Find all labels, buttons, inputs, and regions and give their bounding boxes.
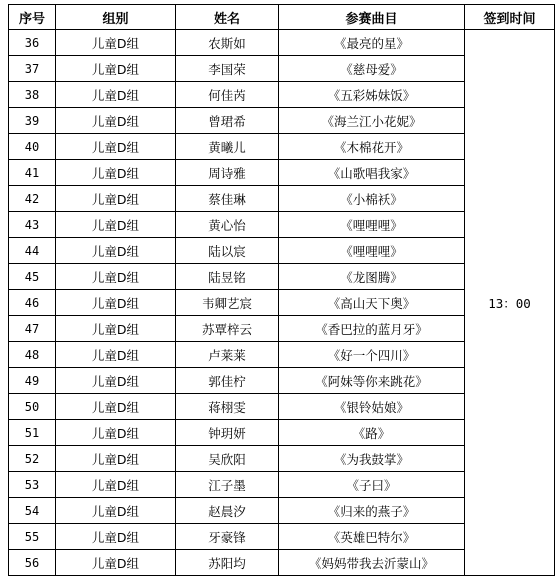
row-name: 赵晨汐 [176,498,279,524]
row-name: 钟玥妍 [176,420,279,446]
row-name: 蒋栩雯 [176,394,279,420]
row-group: 儿童D组 [56,394,176,420]
row-name: 农斯如 [176,30,279,56]
row-song: 《好一个四川》 [279,342,465,368]
row-group: 儿童D组 [56,550,176,576]
row-song: 《龙图腾》 [279,264,465,290]
row-number: 36 [9,30,56,56]
contestant-table [8,4,555,576]
row-song: 《慈母爱》 [279,56,465,82]
row-number: 49 [9,368,56,394]
row-song: 《阿妹等你来跳花》 [279,368,465,394]
row-song: 《小棉袄》 [279,186,465,212]
row-group: 儿童D组 [56,160,176,186]
header-checkin-time: 签到时间 [465,5,555,30]
row-group: 儿童D组 [56,290,176,316]
row-number: 38 [9,82,56,108]
header-name: 姓名 [176,5,279,30]
row-group: 儿童D组 [56,498,176,524]
row-name: 韦卿艺宸 [176,290,279,316]
table-row [9,30,555,56]
row-number: 52 [9,446,56,472]
row-group: 儿童D组 [56,30,176,56]
row-group: 儿童D组 [56,446,176,472]
row-number: 41 [9,160,56,186]
row-song: 《海兰江小花妮》 [279,108,465,134]
row-group: 儿童D组 [56,316,176,342]
row-song: 《山歌唱我家》 [279,160,465,186]
row-name: 郭佳柠 [176,368,279,394]
row-number: 46 [9,290,56,316]
row-name: 黄心怡 [176,212,279,238]
row-group: 儿童D组 [56,82,176,108]
row-name: 蔡佳琳 [176,186,279,212]
row-group: 儿童D组 [56,238,176,264]
row-number: 40 [9,134,56,160]
row-song: 《五彩姊妹饭》 [279,82,465,108]
row-group: 儿童D组 [56,368,176,394]
header-group: 组别 [56,5,176,30]
row-number: 37 [9,56,56,82]
row-name: 苏覃梓云 [176,316,279,342]
row-number: 43 [9,212,56,238]
row-song: 《最亮的星》 [279,30,465,56]
row-name: 周诗雅 [176,160,279,186]
row-number: 39 [9,108,56,134]
header-song: 参赛曲目 [279,5,465,30]
row-name: 吴欣阳 [176,446,279,472]
header-row [9,5,555,30]
row-number: 48 [9,342,56,368]
table-body [9,30,555,576]
row-song: 《为我鼓掌》 [279,446,465,472]
row-name: 苏阳均 [176,550,279,576]
row-name: 牙豪锋 [176,524,279,550]
row-group: 儿童D组 [56,186,176,212]
row-group: 儿童D组 [56,420,176,446]
row-song: 《哩哩哩》 [279,212,465,238]
row-group: 儿童D组 [56,108,176,134]
row-song: 《香巴拉的蓝月牙》 [279,316,465,342]
row-number: 42 [9,186,56,212]
row-number: 56 [9,550,56,576]
row-song: 《归来的燕子》 [279,498,465,524]
row-name: 江子墨 [176,472,279,498]
row-name: 何佳芮 [176,82,279,108]
row-number: 55 [9,524,56,550]
row-song: 《妈妈带我去沂蒙山》 [279,550,465,576]
row-group: 儿童D组 [56,524,176,550]
row-song: 《英雄巴特尔》 [279,524,465,550]
row-group: 儿童D组 [56,264,176,290]
row-name: 陆昱铭 [176,264,279,290]
row-song: 《子曰》 [279,472,465,498]
row-name: 卢莱莱 [176,342,279,368]
row-group: 儿童D组 [56,472,176,498]
row-name: 黄曦儿 [176,134,279,160]
row-song: 《木棉花开》 [279,134,465,160]
row-number: 50 [9,394,56,420]
header-number: 序号 [9,5,56,30]
checkin-time-cell: 13：00 [465,30,555,576]
row-group: 儿童D组 [56,56,176,82]
row-number: 45 [9,264,56,290]
row-name: 曾珺希 [176,108,279,134]
row-group: 儿童D组 [56,134,176,160]
row-group: 儿童D组 [56,342,176,368]
row-number: 47 [9,316,56,342]
row-song: 《路》 [279,420,465,446]
row-number: 53 [9,472,56,498]
row-name: 陆以宸 [176,238,279,264]
row-group: 儿童D组 [56,212,176,238]
row-song: 《哩哩哩》 [279,238,465,264]
row-song: 《高山天下奥》 [279,290,465,316]
row-song: 《银铃姑娘》 [279,394,465,420]
row-number: 44 [9,238,56,264]
row-name: 李国荣 [176,56,279,82]
row-number: 54 [9,498,56,524]
row-number: 51 [9,420,56,446]
